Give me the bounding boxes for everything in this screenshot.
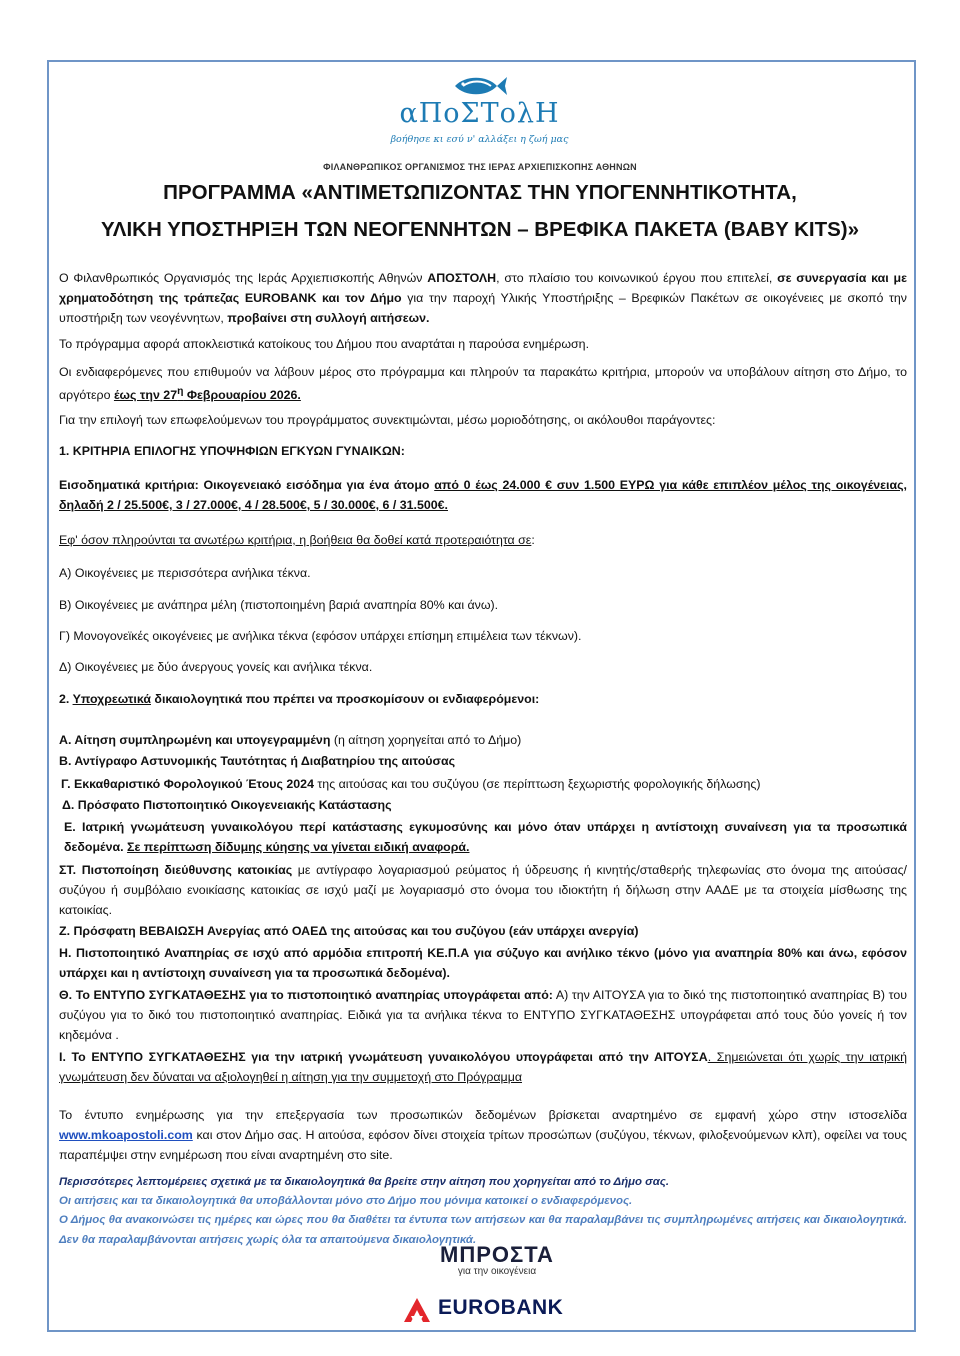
section-2-heading: 2. Υποχρεωτικά δικαιολογητικά που πρέπει να προσκομίσουν οι ενδιαφερόμενοι: [59,692,540,706]
priority-heading: Εφ' όσον πληρούνται τα ανωτέρω κριτήρια, η βοήθεια θα δοθεί κατά προτεραιότητα σε: [59,533,535,547]
note-submission: Οι αιτήσεις και τα δικαιολογητικά θα υποβάλλονται μόνο στο Δήμο που μόνιμα κατοικεί ο ενδιαφερόμενος. [59,1195,633,1207]
intro-paragraph: Ο Φιλανθρωπικός Οργανισμός της Ιεράς Αρχιεπισκοπής Αθηνών ΑΠΟΣΤΟΛΗ, στο πλαίσιο του κοινωνικού έργου που επιτελεί, σε συνεργασία και με χρηματοδότηση της τράπεζας EUROBANK και τον Δήμο για την παροχή Υλικής Υποστήριξης – Βρεφικών Πακέτων σε οικογένειες με σκοπό την υποστήριξη των νεογέννητων, προβαίνει στη συλλογή αιτήσεων. [59,271,907,325]
priority-item: Α) Οικογένειες με περισσότερα ανήλικα τέκνα. [59,566,311,580]
logo-name: αΠοΣΤολΗ [399,98,560,129]
scoring-note: Για την επιλογή των επωφελούμενων του προγράμματος συνεκτιμώνται, μέσω μοριοδότησης, οι ακόλουθοι παράγοντες: [59,413,716,427]
apostoli-logo [367,68,592,154]
title-line-1: ΠΡΟΓΡΑΜΜΑ «ΑΝΤΙΜΕΤΩΠΙΖΟΝΤΑΣ ΤΗΝ ΥΠΟΓΕΝΝΗΤΙΚΟΤΗΤΑ, [163,181,797,204]
priority-item: Δ) Οικογένειες με δύο άνεργους γονείς και ανήλικα τέκνα. [59,660,373,674]
title-line-2: ΥΛΙΚΗ ΥΠΟΣΤΗΡΙΞΗ ΤΩΝ ΝΕΟΓΕΝΝΗΤΩΝ – ΒΡΕΦΙΚΑ ΠΑΚΕΤΑ (BABY KITS)» [100,218,860,241]
residents-note: Το πρόγραμμα αφορά αποκλειστικά κατοίκους του Δήμου που αναρτάται η παρούσα ενημέρωση. [59,337,590,351]
doc-item-b: Β. Αντίγραφο Αστυνομικής Ταυτότητας ή Διαβατηρίου της αιτούσας [59,754,456,768]
priority-item: Β) Οικογένειες με ανάπηρα μέλη (πιστοποιημένη βαριά αναπηρία 80% και άνω). [59,598,499,612]
section-1-heading: 1. ΚΡΙΤΗΡΙΑ ΕΠΙΛΟΓΗΣ ΥΠΟΨΗΦΙΩΝ ΕΓΚΥΩΝ ΓΥΝΑΙΚΩΝ: [59,444,405,458]
mprosta-logo [437,1242,557,1277]
income-criteria: Εισοδηματικά κριτήρια: Οικογενειακό εισόδημα για ένα άτομο από 0 έως 24.000 € συν 1.500 ΕΥΡΩ για κάθε επιπλέον μέλος της οικογένειας, δηλαδή 2 / 25.500€, 3 / 27.000€, 4 / 28.500€, 5 / 30.000€, 6 / 31.500€. [59,478,907,512]
note-schedule: Ο Δήμος θα ανακοινώσει τις ημέρες και ώρες που θα διαθέτει τα έντυπα των αιτήσεων και θα παραλαμβάνει τις συμπληρωμένες αιτήσεις και δικαιολογητικά. Δεν θα παραλαμβάνονται αιτήσεις χωρίς όλα τα απαιτούμενα δικαιολογητικά. [59,1214,907,1246]
doc-item-th: Θ. Το ΕΝΤΥΠΟ ΣΥΓΚΑΤΑΘΕΣΗΣ για το πιστοποιητικό αναπηρίας υπογράφεται από: Α) την ΑΙΤΟΥΣΑ για το δικό της πιστοποιητικό αναπηρίας Β) του συζύγου για το δικό του πιστοποιητικό αναπηρίας. Ειδικά για τα ανήλικα τέκνα το ΕΝΤΥΠΟ ΣΥΓΚΑΤΑΘΕΣΗΣ υπογράφεται από τους δύο γονείς ή τον κηδεμόνα . [59,988,907,1042]
eurobank-word: EUROBANK [438,1296,564,1319]
priority-item: Γ) Μονογονεϊκές οικογένειες με ανήλικα τέκνα (εφόσον υπάρχει επίσημη επιμέλεια των τέκνων). [59,629,582,643]
doc-item-z: Ζ. Πρόσφατη ΒΕΒΑΙΩΣΗ Ανεργίας από ΟΑΕΔ της αιτούσας και του συζύγου (εάν υπάρχει ανεργία) [59,924,639,938]
mprosta-word: ΜΠΡΟΣΤΑ [440,1242,554,1267]
doc-item-d: Δ. Πρόσφατο Πιστοποιητικό Οικογενειακής Κατάστασης [62,798,392,812]
privacy-paragraph: Το έντυπο ενημέρωσης για την επεξεργασία των προσωπικών δεδομένων βρίσκεται αναρτημένο σε εμφανή χώρο στην ιστοσελίδα www.mkoapostoli.com και στον Δήμο σας. Η αιτούσα, εφόσον δίνει στοιχεία τρίτων προσώπων (συζύγου, τέκνων, φιλοξενούμενων κλπ), οφείλει να τους παραπέμψει στην ενημέρωση που είναι αναρτημένη στο site. [59,1108,907,1162]
deadline-paragraph: Οι ενδιαφερόμενες που επιθυμούν να λάβουν μέρος στο πρόγραμμα και πληρούν τα παρακάτω κριτήρια, μπορούν να υποβάλουν αίτηση στο Δήμο, το αργότερο έως την $27^\eta$ Φεβρουαρίου 2026. [59,365,907,403]
doc-item-a: Α. Αίτηση συμπληρωμένη και υπογεγραμμένη (η αίτηση χορηγείται από το Δήμο) [59,733,522,747]
doc-item-c: Γ. Εκκαθαριστικό Φορολογικού Έτους 2024 της αιτούσας και του συζύγου (σε περίπτωση ξεχωριστής φορολογικής δήλωσης) [61,777,761,791]
mprosta-tagline: για την οικογένεια [457,1266,537,1277]
eurobank-logo [400,1294,570,1324]
website-link[interactable]: www.mkoapostoli.com [59,1128,193,1142]
logo-tagline: βοήθησε κι εσύ ν' αλλάξει η ζωή μας [390,134,569,145]
doc-item-i: Ι. Το ΕΝΤΥΠΟ ΣΥΓΚΑΤΑΘΕΣΗΣ για την ιατρική γνωμάτευση γυναικολόγου υπογράφεται από την ΑΙΤΟΥΣΑ. Σημειώνεται ότι χωρίς την ιατρική γνωμάτευση δεν δύναται να αξιολογηθεί η αίτηση για την συμμετοχή στο Πρόγραμμα [59,1050,907,1084]
note-details: Περισσότερες λεπτομέρειες σχετικά με τα δικαιολογητικά θα βρείτε στην αίτηση που χορηγείται από το Δήμο σας. [59,1176,669,1188]
doc-item-e: Ε. Ιατρική γνωμάτευση γυναικολόγου περί κατάστασης εγκυμοσύνης και μόνο όταν υπάρχει η αντίστοιχη συναίνεση για τα προσωπικά δεδομένα. Σε περίπτωση δίδυμης κύησης να γίνεται ειδική αναφορά. [64,820,907,854]
organization-line: ΦΙΛΑΝΘΡΩΠΙΚΟΣ ΟΡΓΑΝΙΣΜΟΣ ΤΗΣ ΙΕΡΑΣ ΑΡΧΙΕΠΙΣΚΟΠΗΣ ΑΘΗΝΩΝ [323,162,637,172]
eurobank-mark-icon [402,1296,432,1324]
doc-item-h: Η. Πιστοποιητικό Αναπηρίας σε ισχύ από αρμόδια επιτροπή ΚΕ.Π.Α για σύζυγο και ανήλικο τέκνο (μόνο για αναπηρία 80% και άνω, εφόσον υπάρχει και η αντίστοιχη συναίνεση για τα προσωπικά δεδομένα). [59,946,907,980]
doc-item-st: ΣΤ. Πιστοποίηση διεύθυνσης κατοικίας με αντίγραφο λογαριασμού ρεύματος ή ύδρευσης ή κινητής/σταθερής τηλεφωνίας στο όνομα της αιτούσας/συζύγου ή συμβόλαιο ενοικίασης κατοικίας σε ισχύ μαζί με λογαριασμό στο όνομα του ιδιοκτήτη ή δήλωση στην ΑΑΔΕ με τα στοιχεία μίσθωσης της κατοικίας. [59,863,908,917]
